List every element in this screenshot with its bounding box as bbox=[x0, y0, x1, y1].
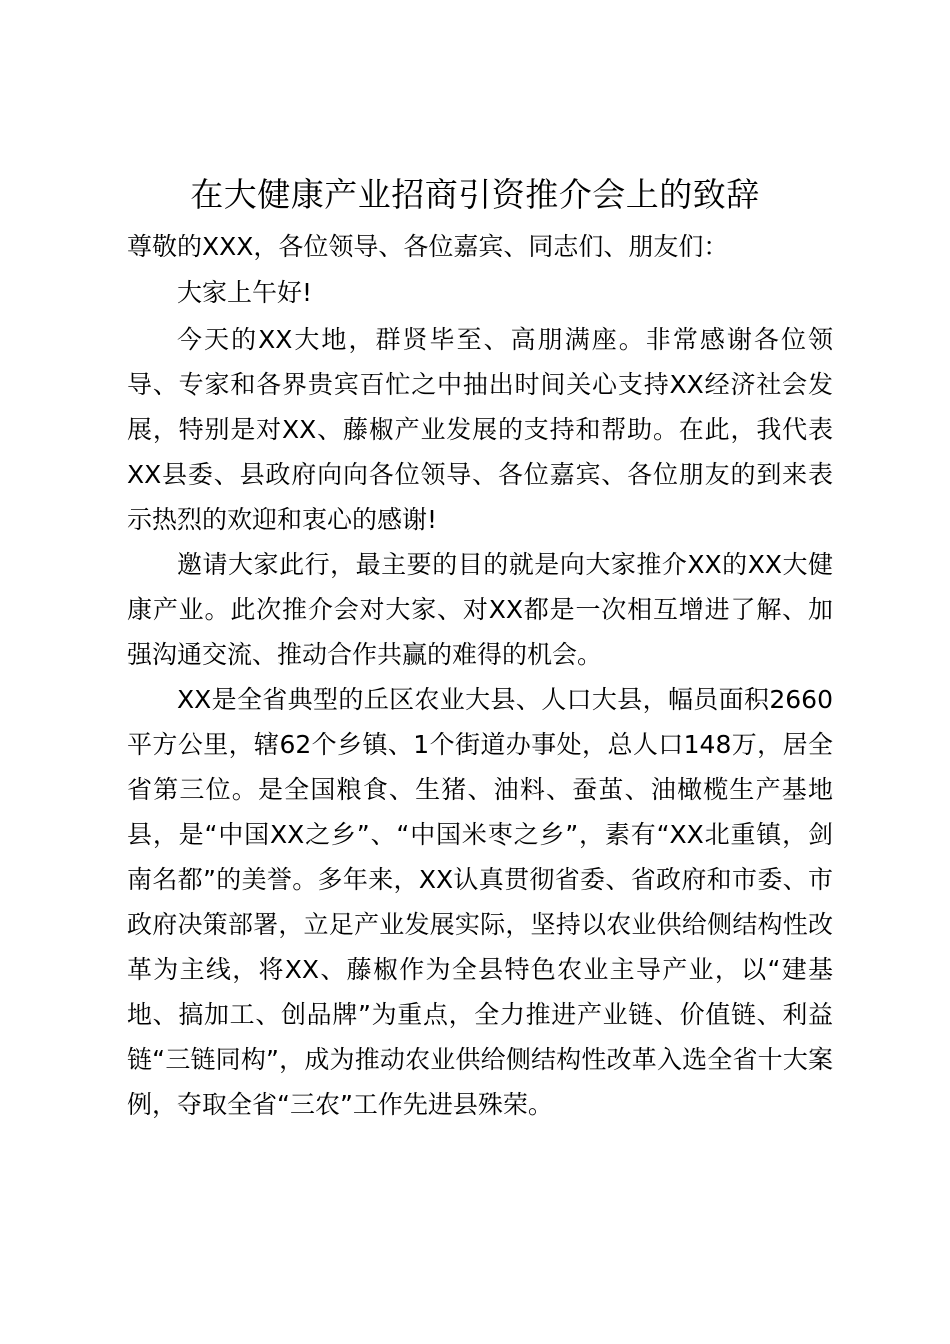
salutation: 尊敬的XXX，各位领导、各位嘉宾、同志们、朋友们： bbox=[127, 232, 729, 261]
paragraph-county-intro: XX是全省典型的丘区农业大县、人口大县，幅员面积2660平方公里，辖62个乡镇、1个街道办事处，总人口148万，居全省第三位。是全国粮食、生猪、油料、蚕茧、油橄榄生产基地县，是“中国XX之乡”、“中国米枣之乡”，素有“XX北重镇，剑南名都”的美誉。多年来，XX认真贯彻省委、省政府和市委、市政府决策部署，立足产业发展实际，坚持以农业供给侧结构性改革为主线，将XX、藤椒作为全县特色农业主导产业，以“建基地、搞加工、创品牌”为重点，全力推进产业链、价值链、利益链“三链同构”，成为推动农业供给侧结构性改革入选全省十大案例，夺取全省“三农”工作先进县殊荣。 bbox=[127, 685, 833, 1119]
document-title: 在大健康产业招商引资推介会上的致辞 bbox=[190, 175, 760, 214]
paragraph-greeting: 大家上午好! bbox=[177, 278, 313, 307]
paragraph-welcome: 今天的XX大地，群贤毕至、高朋满座。非常感谢各位领导、专家和各界贵宾百忙之中抽出时间关心支持XX经济社会发展，特别是对XX、藤椒产业发展的支持和帮助。在此，我代表XX县委、县政府向向各位领导、各位嘉宾、各位朋友的到来表示热烈的欢迎和衷心的感谢! bbox=[127, 325, 833, 534]
document-body bbox=[127, 226, 833, 1127]
paragraph-purpose: 邀请大家此行，最主要的目的就是向大家推介XX的XX大健康产业。此次推介会对大家、对XX都是一次相互增进了解、加强沟通交流、推动合作共赢的难得的机会。 bbox=[127, 550, 833, 669]
